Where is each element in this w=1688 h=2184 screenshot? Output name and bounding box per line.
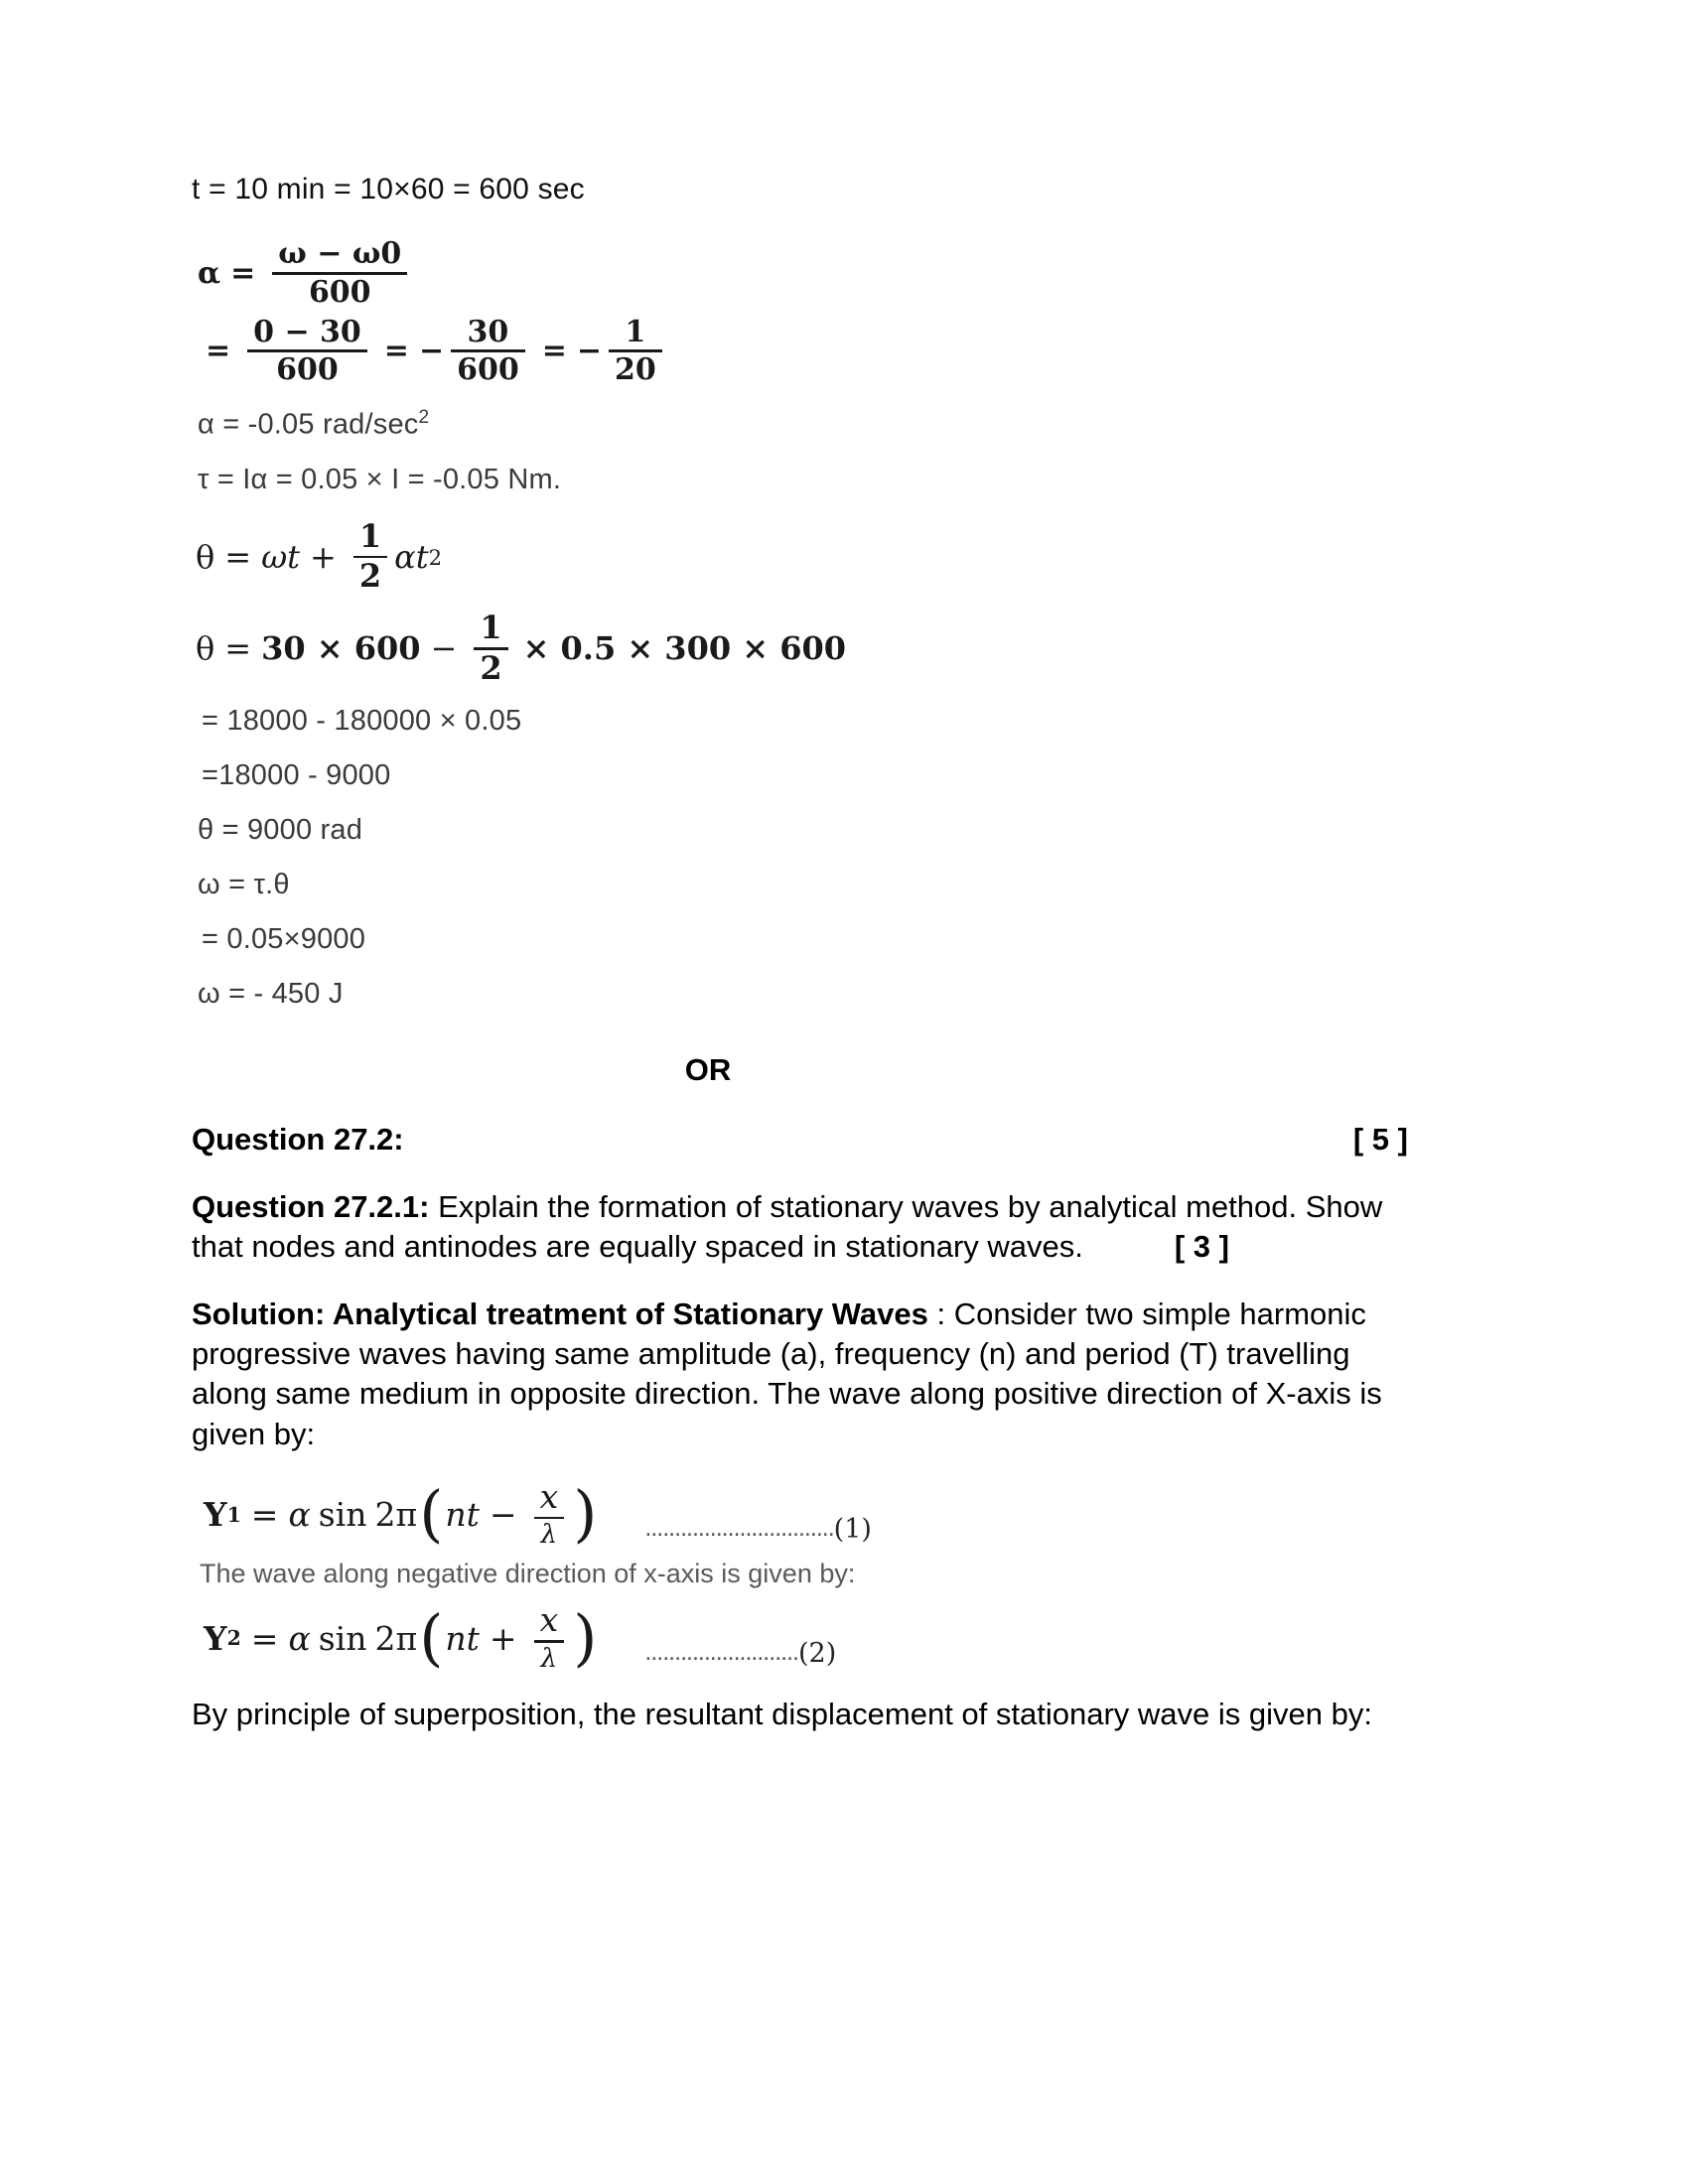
theta-term-1: 30 × 600 — [261, 629, 421, 668]
equals-sign: = — [224, 629, 252, 668]
question-27-2-1-block — [192, 1187, 1393, 1266]
two-pi: 2π — [374, 1495, 418, 1535]
minus-sign: − — [430, 629, 458, 668]
solution-heading: Solution: Analytical treatment of Stationary Waves — [192, 1296, 928, 1331]
theta-term-2: × 0.5 × 300 × 600 — [522, 629, 846, 668]
fraction-numerator: 1 — [625, 314, 646, 349]
equation-1-number: (1) — [833, 1514, 872, 1546]
two-pi: 2π — [374, 1618, 418, 1658]
calc-line-18000-minus-180000: = 18000 - 180000 × 0.05 — [202, 705, 522, 738]
fraction-omega-over-600 — [272, 238, 407, 309]
question-27-2-marks: [ 5 ] — [1352, 1122, 1408, 1158]
Y2-symbol: Y — [204, 1618, 227, 1658]
calc-line-theta-result: θ = 9000 rad — [198, 814, 363, 847]
calc-line-omega-result: ω = - 450 J — [198, 978, 344, 1011]
right-paren: ) — [573, 1600, 598, 1674]
right-paren: ) — [573, 1477, 598, 1551]
question-27-2-1-marks: [ 3 ] — [1174, 1229, 1229, 1265]
fraction-denominator: λ — [540, 1519, 558, 1551]
equation-1-row — [204, 1477, 1473, 1551]
fraction-numerator: x — [539, 1477, 559, 1516]
fraction-x-over-lambda — [534, 1477, 565, 1551]
fraction-denominator: 600 — [276, 352, 339, 388]
equation-1-dot-leader: ................................ — [644, 1514, 834, 1543]
question-27-2-label: Question 27.2: — [192, 1122, 404, 1158]
question-27-2-1-text: Explain the formation of stationary waves by analytical method. Show that nodes and antinodes are equally spaced in stationary waves. — [192, 1189, 1383, 1265]
plus-sign: + — [489, 1618, 517, 1658]
equals-sign: = — [250, 1495, 279, 1535]
fraction-numerator: 30 — [467, 314, 509, 349]
solution-body-text: Consider two simple harmonic progressive waves having same amplitude (a), frequency (n) and period (T) travelling along same medium in opposite direction. The wave along positive direction of X-axis is given by: — [192, 1296, 1382, 1451]
question-27-2-1-label: Question 27.2.1: — [192, 1189, 430, 1225]
or-separator: OR — [684, 1052, 732, 1088]
alpha-t-term: αt — [394, 538, 429, 576]
equation-2-dot-leader: .......................... — [644, 1637, 798, 1666]
fraction-numerator: 1 — [480, 609, 502, 647]
nt-term: nt — [445, 1495, 480, 1535]
minus-sign-2: − — [576, 334, 602, 369]
page-content — [192, 175, 1473, 1734]
fraction-denominator: λ — [540, 1642, 558, 1674]
alpha-symbol: α — [198, 255, 221, 291]
equation-alpha-evaluation — [196, 314, 1473, 388]
equation-1-expression — [204, 1477, 599, 1551]
omega-t-term: ωt — [261, 538, 301, 576]
fraction-30-over-600 — [451, 314, 525, 388]
alpha-value-text: α = -0.05 rad/sec — [198, 408, 419, 441]
fraction-denominator: 600 — [308, 274, 371, 310]
sin-label: sin — [318, 1618, 367, 1658]
fraction-one-half — [353, 516, 387, 596]
fraction-one-half — [474, 609, 507, 687]
equals-sign-3: = — [541, 334, 567, 369]
fraction-numerator: ω − ω0 — [278, 236, 402, 271]
fraction-numerator: x — [539, 1600, 559, 1640]
equation-theta-substituted — [196, 609, 1473, 687]
equals-sign: = — [230, 255, 256, 291]
fraction-x-over-lambda — [534, 1600, 565, 1674]
sin-label: sin — [318, 1495, 367, 1535]
Y1-subscript: 1 — [226, 1502, 241, 1527]
calc-line-torque: τ = Iα = 0.05 × I = -0.05 Nm. — [198, 463, 562, 495]
fraction-denominator: 20 — [614, 352, 656, 388]
nt-term: nt — [445, 1618, 480, 1658]
Y1-symbol: Y — [204, 1495, 227, 1535]
calc-line-time: t = 10 min = 10×60 = 600 sec — [192, 173, 585, 205]
fraction-numerator: 1 — [358, 516, 382, 555]
amplitude-alpha: α — [288, 1618, 311, 1658]
note-negative-direction: The wave along negative direction of x-axis is given by: — [200, 1559, 856, 1589]
equation-2-number: (2) — [797, 1637, 837, 1669]
superposition-closing-line: By principle of superposition, the resultant displacement of stationary wave is given by: — [192, 1696, 1372, 1731]
calc-line-omega-tau-theta: ω = τ.θ — [198, 869, 290, 901]
amplitude-alpha: α — [288, 1495, 311, 1535]
solution-heading-colon: : — [927, 1296, 954, 1331]
alpha-value-exponent: 2 — [418, 407, 430, 429]
fraction-denominator: 2 — [358, 557, 382, 596]
fraction-numerator: 0 − 30 — [253, 314, 361, 349]
minus-sign-1: − — [418, 334, 445, 369]
calc-line-alpha-value — [192, 408, 1473, 440]
equals-sign: = — [224, 538, 252, 576]
Y2-subscript: 2 — [226, 1626, 241, 1651]
fraction-1-over-20 — [609, 314, 662, 388]
equals-sign-1: = — [206, 334, 231, 369]
equals-sign: = — [250, 1618, 279, 1658]
theta-symbol: θ — [196, 629, 215, 668]
question-27-2-row — [192, 1122, 1408, 1158]
calc-line-omega-calculation: = 0.05×9000 — [202, 923, 366, 956]
fraction-denominator: 600 — [457, 352, 519, 388]
equation-theta-formula — [196, 516, 1473, 596]
alpha-t-exponent: 2 — [428, 544, 443, 570]
left-paren: ( — [419, 1600, 444, 1674]
fraction-0minus30-over-600 — [247, 314, 367, 388]
minus-sign: − — [489, 1495, 517, 1535]
theta-symbol: θ — [196, 538, 215, 576]
solution-paragraph — [192, 1295, 1398, 1454]
equation-2-row — [204, 1600, 1473, 1674]
calc-line-18000-minus-9000: =18000 - 9000 — [202, 759, 391, 792]
equation-alpha-definition — [198, 238, 1473, 309]
equation-2-expression — [204, 1600, 599, 1674]
fraction-denominator: 2 — [480, 648, 502, 687]
plus-sign: + — [310, 538, 337, 576]
left-paren: ( — [419, 1477, 444, 1551]
equals-sign-2: = — [383, 334, 409, 369]
